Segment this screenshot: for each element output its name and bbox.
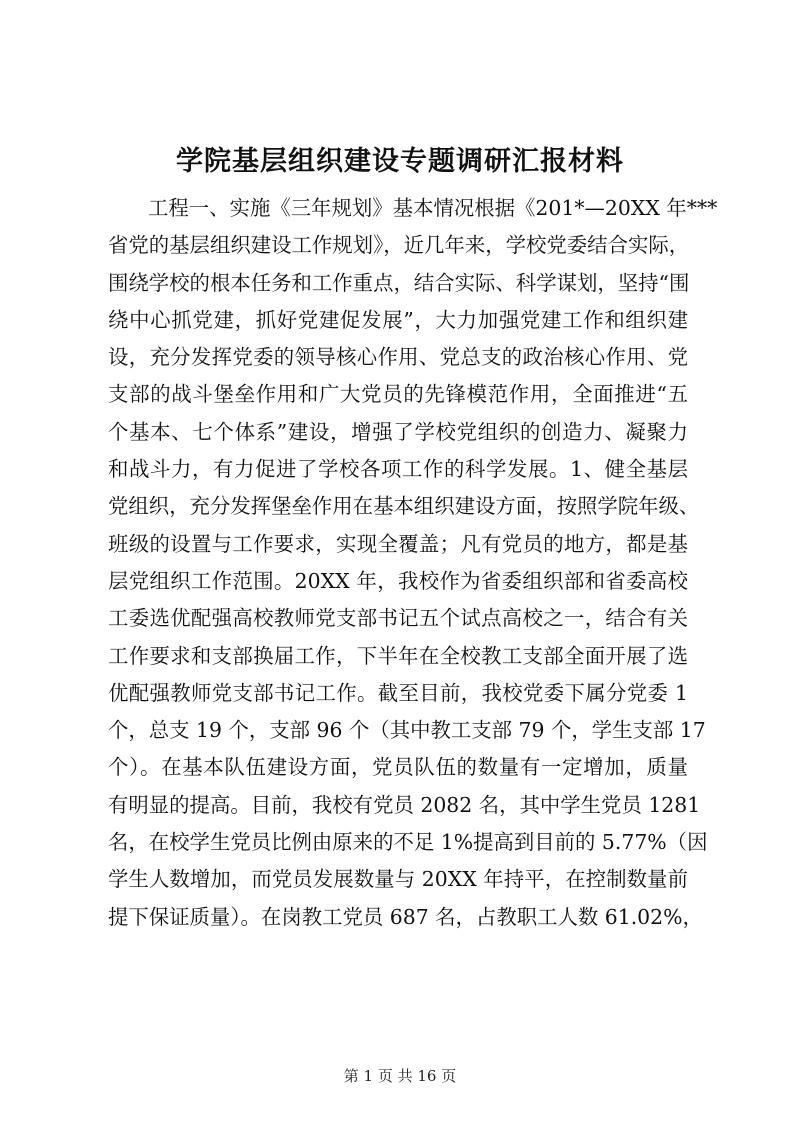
paragraph-line: 优配强教师党支部书记工作。截至目前，我校党委下属分党委 1 [108,680,688,705]
paragraph-line: 工委选优配强高校教师党支部书记五个试点高校之一，结合有关 [108,606,688,631]
paragraph-line: 设，充分发挥党委的领导核心作用、党总支的政治核心作用、党 [108,345,688,370]
paragraph-line: 支部的战斗堡垒作用和广大党员的先锋模范作用，全面推进“五 [108,382,688,407]
paragraph-line: 名，在校学生党员比例由原来的不足 1%提高到目前的 5.77%（因 [108,830,708,855]
paragraph-line: 工作要求和支部换届工作，下半年在全校教工支部全面开展了选 [108,643,688,668]
document-body [108,190,718,936]
paragraph-line: 个）。在基本队伍建设方面，党员队伍的数量有一定增加，质量 [108,755,688,780]
paragraph-line: 提下保证质量）。在岗教工党员 687 名，占教职工人数 61.02%， [108,904,703,929]
paragraph-line: 有明显的提高。目前，我校有党员 2082 名，其中学生党员 1281 [108,792,701,817]
document-title: 学院基层组织建设专题调研汇报材料 [176,146,624,177]
paragraph-line: 层党组织工作范围。20XX 年，我校作为省委组织部和省委高校 [108,568,688,593]
paragraph-line: 个，总支 19 个，支部 96 个（其中教工支部 79 个，学生支部 17 [108,718,706,743]
paragraph-line: 党组织，充分发挥堡垒作用在基本组织建设方面，按照学院年级、 [108,494,700,519]
paragraph-line: 和战斗力，有力促进了学校各项工作的科学发展。1、健全基层 [108,457,688,482]
paragraph-line: 围绕学校的根本任务和工作重点，结合实际、科学谋划，坚持“围 [108,270,690,295]
paragraph-line: 学生人数增加，而党员发展数量与 20XX 年持平，在控制数量前 [108,867,688,892]
paragraph-line: 个基本、七个体系”建设，增强了学校党组织的创造力、凝聚力 [108,419,688,444]
page-footer: 第 1 页 共 16 页 [343,1067,457,1085]
paragraph-line: 绕中心抓党建，抓好党建促发展”，大力加强党建工作和组织建 [108,307,688,332]
paragraph-line: 省党的基层组织建设工作规划》，近几年来，学校党委结合实际， [108,233,690,258]
paragraph-line: 班级的设置与工作要求，实现全覆盖；凡有党员的地方，都是基 [108,531,688,556]
paragraph-line: 工程一、实施《三年规划》基本情况根据《201*—20XX 年*** [148,196,718,220]
